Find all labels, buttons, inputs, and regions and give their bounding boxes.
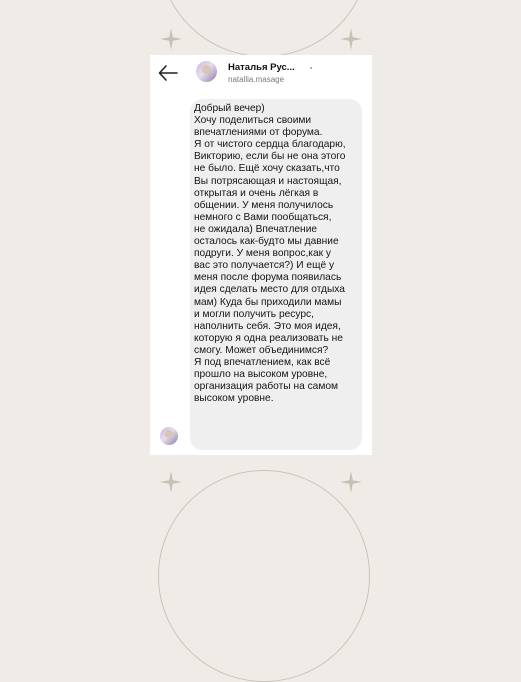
message-text: Добрый вечер) Хочу поделиться своими впечатлениями от форума. Я от чистого сердца благодарю, Викторию, если бы не она этого не было. Ещё хочу сказать,что Вы потрясающая и настоящая, открытая и очень лёгкая в общении. У меня получилось немного с Вами пообщаться, не ожидала) Впечатление осталось как-будто мы давние подруги. У меня вопрос,как у вас это получается?) И ещё у меня после форума появилась идея сделать место для отдыха мам) Куда бы приходили мамы и могли получить ресурс, наполнить себя. Это моя идея, которую я одна реализовать не смогу. Может объединимся? Я под впечатлением, как всё прошло на высоком уровне, организация работы на самом высоком уровне. (194, 103, 346, 405)
decorative-arc-top (158, 0, 370, 57)
sparkle-icon (340, 471, 362, 493)
sparkle-icon (160, 471, 182, 493)
chat-header (150, 55, 372, 93)
contact-username: natallia.masage (228, 75, 285, 84)
decorative-dot (310, 67, 312, 69)
sparkle-icon (160, 28, 182, 50)
decorative-arc-bottom (158, 470, 370, 682)
contact-name[interactable]: Наталья Рус... (228, 62, 295, 73)
sparkle-icon (340, 28, 362, 50)
back-arrow-icon[interactable] (158, 64, 178, 82)
contact-avatar[interactable] (196, 61, 217, 82)
sender-avatar (160, 427, 178, 445)
chat-screen (150, 55, 372, 455)
